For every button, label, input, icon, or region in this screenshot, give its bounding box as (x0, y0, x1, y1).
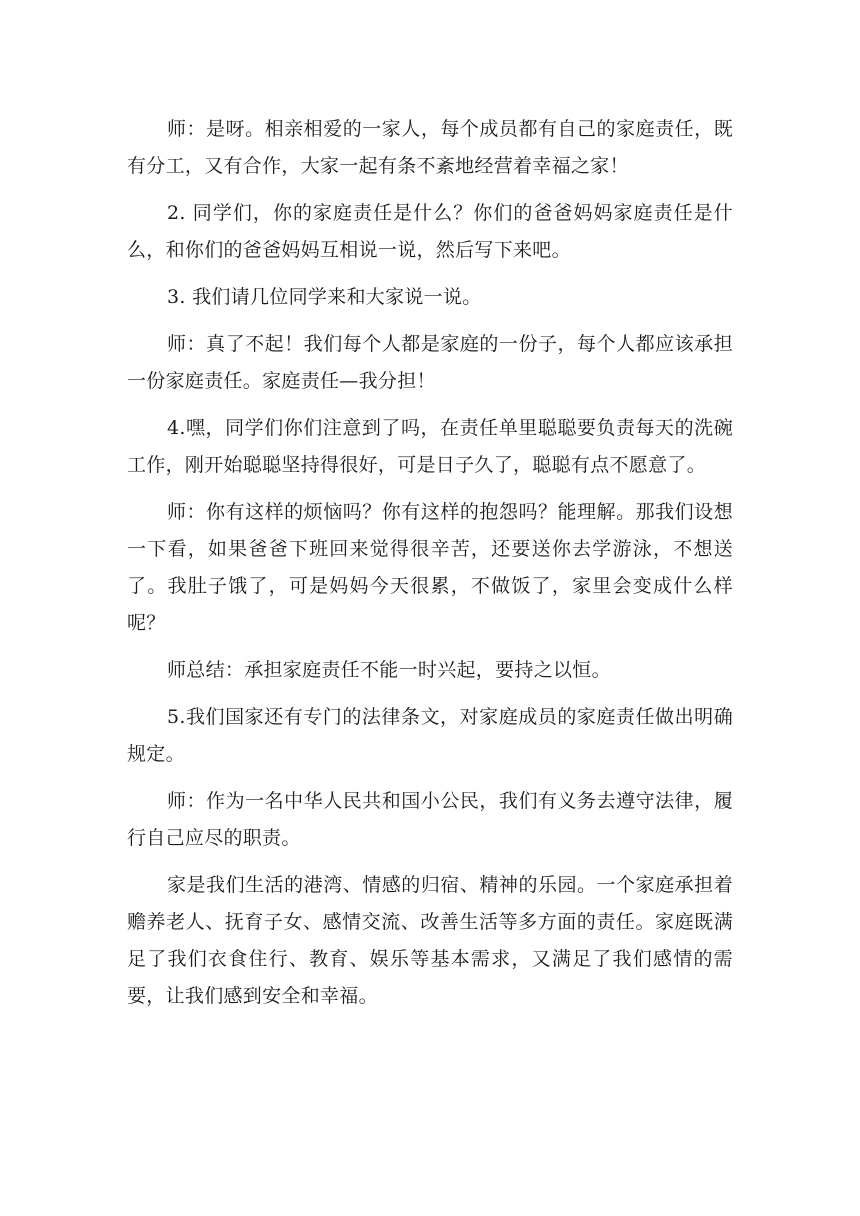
paragraph: 师：是呀。相亲相爱的一家人，每个成员都有自己的家庭责任，既有分工，又有合作，大家一起有条不紊地经营着幸福之家！ (127, 118, 733, 177)
paragraph: 家是我们生活的港湾、情感的归宿、精神的乐园。一个家庭承担着赡养老人、抚育子女、感情交流、改善生活等多方面的责任。家庭既满足了我们衣食住行、教育、娱乐等基本需求，又满足了我们感情的需要，让我们感到安全和幸福。 (127, 874, 733, 1007)
paragraph: 3. 我们请几位同学来和大家说一说。 (167, 286, 482, 308)
paragraph: 5.我们国家还有专门的法律条文，对家庭成员的家庭责任做出明确规定。 (127, 706, 733, 765)
document-body (127, 111, 733, 1025)
paragraph: 师：你有这样的烦恼吗？你有这样的抱怨吗？能理解。那我们设想一下看，如果爸爸下班回来觉得很辛苦，还要送你去学游泳，不想送了。我肚子饿了，可是妈妈今天很累，不做饭了，家里会变成什么样呢？ (127, 501, 733, 634)
paragraph: 4.嘿，同学们你们注意到了吗，在责任单里聪聪要负责每天的洗碗工作，刚开始聪聪坚持得很好，可是日子久了，聪聪有点不愿意了。 (127, 417, 733, 476)
paragraph: 师总结：承担家庭责任不能一时兴起，要持之以恒。 (167, 659, 611, 681)
paragraph: 师：真了不起！我们每个人都是家庭的一份子，每个人都应该承担一份家庭责任。家庭责任—我分担！ (127, 333, 733, 392)
paragraph: 师：作为一名中华人民共和国小公民，我们有义务去遵守法律，履行自己应尽的职责。 (127, 790, 733, 849)
paragraph: 2. 同学们，你的家庭责任是什么？你们的爸爸妈妈家庭责任是什么，和你们的爸爸妈妈互相说一说，然后写下来吧。 (127, 202, 733, 261)
